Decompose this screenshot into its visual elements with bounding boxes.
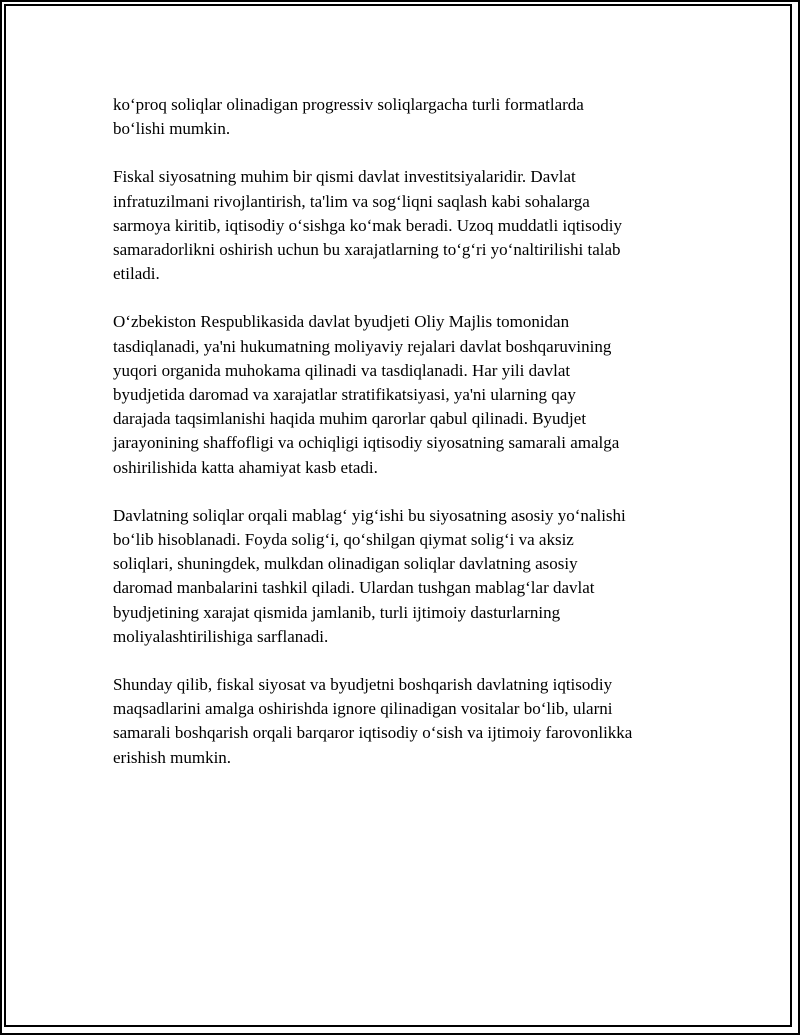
document-body bbox=[113, 93, 693, 794]
paragraph-tax-revenue: Davlatning soliqlar orqali mablag‘ yig‘ishi bu siyosatning asosiy yo‘nalishi bo‘lib hisoblanadi. Foyda solig‘i, qo‘shilgan qiymat solig‘i va aksiz soliqlari, shuningdek, mulkdan olinadigan soliqlar davlatning asosiy daromad manbalarini tashkil qiladi. Ulardan tushgan mablag‘lar davlat byudjetining xarajat qismida jamlanib, turli ijtimoiy dasturlarning moliyalashtirilishiga sarflanadi. bbox=[113, 505, 626, 646]
paragraph-conclusion: Shunday qilib, fiskal siyosat va byudjetni boshqarish davlatning iqtisodiy maqsadlarini amalga oshirishda ignore qilinadigan vositalar bo‘lib, ularni samarali boshqarish orqali barqaror iqtisodiy o‘sish va ijtimoiy farovonlikka erishish mumkin. bbox=[113, 675, 633, 767]
paragraph-progressive-taxes: ko‘proq soliqlar olinadigan progressiv soliqlargacha turli formatlarda bo‘lishi mumkin. bbox=[113, 95, 584, 139]
paragraph-state-investments: Fiskal siyosatning muhim bir qismi davlat investitsiyalaridir. Davlat infratuzilmani rivojlantirish, ta'lim va sog‘liqni saqlash kabi sohalarga sarmoya kiritib, iqtisodiy o‘sishga ko‘mak beradi. Uzoq muddatli iqtisodiy samaradorlikni oshirish uchun bu xarajatlarning to‘g‘ri yo‘naltirilishi talab etiladi. bbox=[113, 167, 622, 284]
paragraph-budget-approval: O‘zbekiston Respublikasida davlat byudjeti Oliy Majlis tomonidan tasdiqlanadi, ya'ni hukumatning moliyaviy rejalari davlat boshqaruvining yuqori organida muhokama qilinadi va tasdiqlanadi. Har yili davlat byudjetida daromad va xarajatlar stratifikatsiyasi, ya'ni ularning qay darajada taqsimlanishi haqida muhim qarorlar qabul qilinadi. Byudjet jarayonining shaffofligi va ochiqligi iqtisodiy siyosatning samarali amalga oshirilishida katta ahamiyat kasb etadi. bbox=[113, 312, 620, 477]
